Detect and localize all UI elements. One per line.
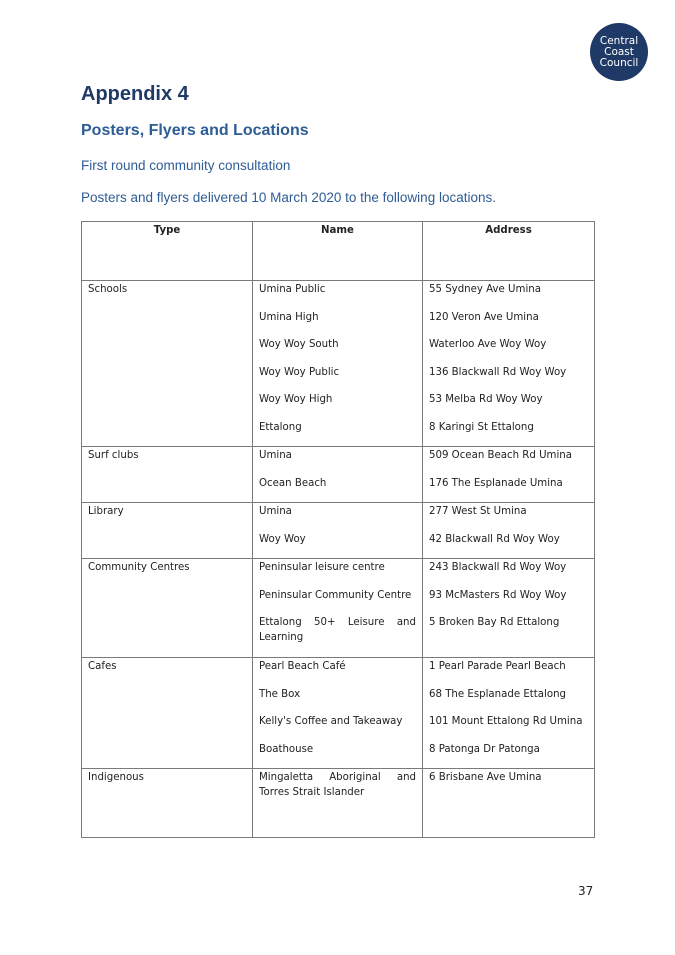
header-type: Type (82, 222, 253, 281)
type-label: Community Centres (88, 562, 190, 573)
location-address: 55 Sydney Ave Umina (429, 284, 541, 295)
type-label: Library (88, 506, 124, 517)
location-name: Peninsular leisure centre (259, 562, 385, 573)
page-number: 37 (578, 884, 594, 898)
location-address: 93 McMasters Rd Woy Woy (429, 589, 567, 601)
location-name: Ocean Beach (259, 477, 327, 489)
logo-line-2: Coast (604, 45, 634, 58)
location-address: 8 Karingi St Ettalong (429, 421, 534, 433)
location-name: Umina High (259, 311, 319, 323)
address-cell (423, 658, 595, 769)
location-address: 8 Patonga Dr Patonga (429, 743, 540, 755)
location-address: 5 Broken Bay Rd Ettalong (429, 617, 560, 628)
header-address: Address (423, 222, 595, 281)
location-address: 6 Brisbane Ave Umina (429, 772, 542, 783)
location-address: 1 Pearl Parade Pearl Beach (429, 661, 566, 672)
location-address: 53 Melba Rd Woy Woy (429, 394, 543, 405)
address-cell (423, 281, 595, 447)
location-name: Ettalong 50+ Leisure and Learning (259, 617, 416, 643)
type-label: Cafes (88, 661, 117, 672)
name-cell (253, 447, 423, 503)
section-subheading: Posters, Flyers and Locations (81, 122, 309, 139)
intro-paragraph-1: First round community consultation (81, 158, 291, 173)
name-cell (253, 769, 423, 838)
table-header-row (82, 222, 595, 281)
location-address: 120 Veron Ave Umina (429, 311, 539, 323)
intro-paragraph-2: Posters and flyers delivered 10 March 2020 to the following locations. (81, 190, 496, 205)
location-name: Pearl Beach Café (259, 661, 346, 672)
location-name: Mingaletta Aboriginal and Torres Strait Islander (259, 772, 416, 798)
location-address: 176 The Esplanade Umina (429, 477, 563, 489)
type-cell (82, 447, 253, 503)
location-name: Kelly's Coffee and Takeaway (259, 716, 403, 727)
location-name: Umina (259, 506, 292, 517)
type-cell (82, 769, 253, 838)
type-cell (82, 658, 253, 769)
table-row (82, 281, 595, 447)
type-cell (82, 559, 253, 658)
address-cell (423, 503, 595, 559)
location-name: Boathouse (259, 743, 314, 755)
location-name: Umina (259, 450, 292, 461)
address-cell (423, 447, 595, 503)
location-address: 101 Mount Ettalong Rd Umina (429, 716, 583, 727)
address-cell (423, 769, 595, 838)
table-row (82, 447, 595, 503)
location-address: Waterloo Ave Woy Woy (429, 339, 547, 350)
type-label: Indigenous (88, 772, 144, 783)
council-logo (590, 23, 648, 81)
location-address: 243 Blackwall Rd Woy Woy (429, 562, 567, 573)
logo-line-1: Central (599, 34, 639, 47)
type-cell (82, 281, 253, 447)
location-name: Woy Woy (259, 533, 306, 545)
address-cell (423, 559, 595, 658)
type-label: Schools (88, 284, 128, 295)
location-address: 68 The Esplanade Ettalong (429, 688, 566, 700)
location-address: 509 Ocean Beach Rd Umina (429, 450, 572, 461)
location-address: 136 Blackwall Rd Woy Woy (429, 366, 567, 378)
page-heading: Appendix 4 (81, 83, 189, 105)
location-name: Woy Woy South (259, 339, 339, 350)
name-cell (253, 281, 423, 447)
header-name: Name (253, 222, 423, 281)
location-name: Woy Woy Public (259, 366, 340, 378)
type-cell (82, 503, 253, 559)
name-cell (253, 559, 423, 658)
table-row (82, 559, 595, 658)
logo-line-3: Council (599, 56, 639, 69)
location-address: 277 West St Umina (429, 506, 527, 517)
locations-table (81, 221, 595, 838)
name-cell (253, 503, 423, 559)
location-name: Ettalong (259, 421, 302, 433)
location-address: 42 Blackwall Rd Woy Woy (429, 533, 560, 545)
table-row (82, 769, 595, 838)
location-name: Peninsular Community Centre (259, 589, 412, 601)
location-name: The Box (259, 688, 301, 700)
type-label: Surf clubs (88, 450, 139, 461)
table-row (82, 658, 595, 769)
table-row (82, 503, 595, 559)
name-cell (253, 658, 423, 769)
location-name: Umina Public (259, 284, 326, 295)
location-name: Woy Woy High (259, 394, 333, 405)
